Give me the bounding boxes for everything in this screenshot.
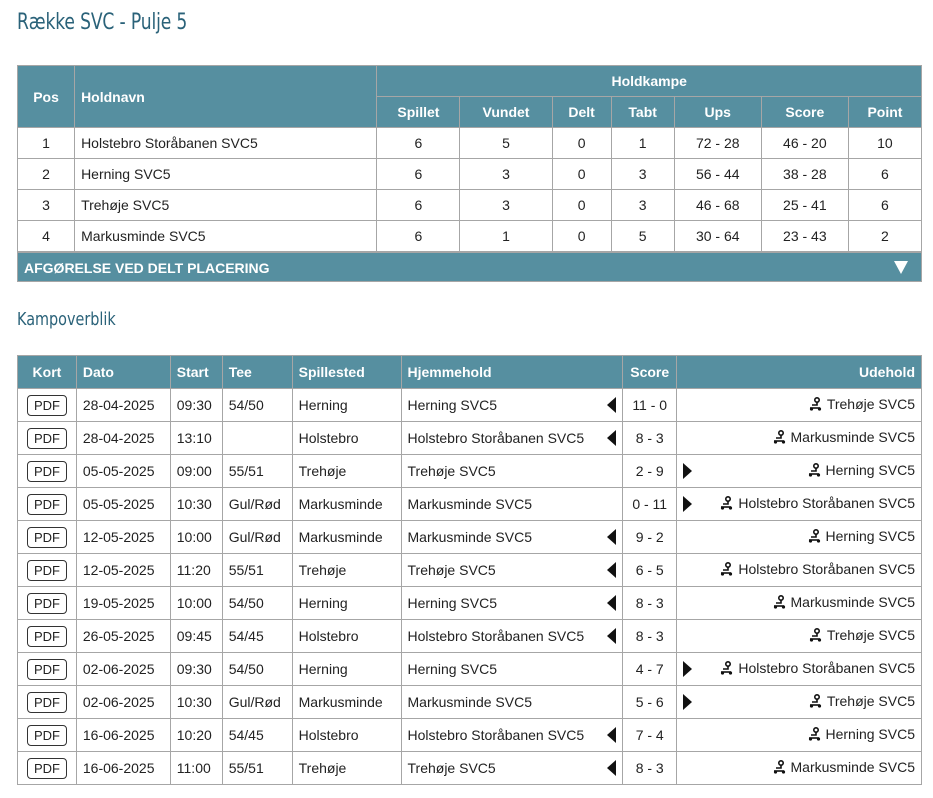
col-header-udehold: Udehold — [677, 356, 922, 389]
kort-cell — [18, 554, 77, 587]
kort-cell — [18, 521, 77, 554]
col-header-pos: Pos — [18, 66, 75, 128]
pdf-button[interactable]: PDF — [27, 461, 67, 482]
page-title: Række SVC - Pulje 5 — [17, 10, 188, 35]
col-header-kort: Kort — [18, 356, 77, 389]
pdf-button[interactable]: PDF — [27, 626, 67, 647]
kort-cell — [18, 653, 77, 686]
home-team-label: Trehøje SVC5 — [407, 562, 496, 578]
pdf-button[interactable]: PDF — [27, 659, 67, 680]
golf-cart-icon — [719, 562, 735, 579]
home-team-label: Holstebro Storåbanen SVC5 — [407, 430, 585, 446]
start-cell: 11:20 — [170, 554, 222, 587]
col-header-tee: Tee — [222, 356, 292, 389]
team-name-cell: Herning SVC5 — [75, 159, 377, 190]
venue-cell: Markusminde — [292, 686, 401, 719]
col-header-score: Score — [623, 356, 677, 389]
start-cell: 09:30 — [170, 389, 222, 422]
tee-cell: 55/51 — [222, 455, 292, 488]
col-header-score: Score — [761, 97, 848, 128]
away-team-label: Herning SVC5 — [825, 726, 915, 742]
away-team-cell — [677, 554, 922, 587]
away-team-cell — [677, 521, 922, 554]
draw-cell: 0 — [552, 221, 611, 252]
start-cell: 10:30 — [170, 488, 222, 521]
points-cell: 10 — [848, 128, 921, 159]
ups-cell: 30 - 64 — [674, 221, 761, 252]
tee-cell: Gul/Rød — [222, 686, 292, 719]
tee-cell: Gul/Rød — [222, 521, 292, 554]
date-cell: 12-05-2025 — [76, 554, 170, 587]
match-score-cell: 8 - 3 — [623, 620, 677, 653]
tee-cell: 55/51 — [222, 554, 292, 587]
venue-cell: Herning — [292, 587, 401, 620]
points-cell: 2 — [848, 221, 921, 252]
won-cell: 3 — [460, 190, 552, 221]
kort-cell — [18, 752, 77, 785]
score-cell: 38 - 28 — [761, 159, 848, 190]
home-team-label: Holstebro Storåbanen SVC5 — [407, 628, 585, 644]
played-cell: 6 — [377, 190, 460, 221]
match-score-cell: 2 - 9 — [623, 455, 677, 488]
home-team-cell — [401, 455, 623, 488]
winner-triangle-icon — [683, 694, 692, 710]
won-cell: 5 — [460, 128, 552, 159]
away-team-label: Holstebro Storåbanen SVC5 — [738, 495, 915, 511]
start-cell: 09:00 — [170, 455, 222, 488]
winner-triangle-icon — [607, 397, 616, 413]
kort-cell — [18, 719, 77, 752]
home-team-cell — [401, 488, 623, 521]
pos-cell: 1 — [18, 128, 75, 159]
home-team-label: Trehøje SVC5 — [407, 760, 496, 776]
pos-cell: 3 — [18, 190, 75, 221]
match-score-cell: 8 - 3 — [623, 422, 677, 455]
tiebreak-toggle[interactable] — [17, 252, 922, 282]
golf-cart-icon — [719, 496, 735, 513]
home-team-label: Markusminde SVC5 — [407, 529, 532, 545]
date-cell: 28-04-2025 — [76, 389, 170, 422]
home-team-cell — [401, 719, 623, 752]
draw-cell: 0 — [552, 128, 611, 159]
pdf-button[interactable]: PDF — [27, 692, 67, 713]
date-cell: 05-05-2025 — [76, 455, 170, 488]
points-cell: 6 — [848, 190, 921, 221]
away-team-cell — [677, 389, 922, 422]
away-team-label: Herning SVC5 — [825, 528, 915, 544]
col-header-dato: Dato — [76, 356, 170, 389]
venue-cell: Holstebro — [292, 719, 401, 752]
match-score-cell: 4 - 7 — [623, 653, 677, 686]
match-score-cell: 11 - 0 — [623, 389, 677, 422]
winner-triangle-icon — [607, 430, 616, 446]
matches-table — [17, 355, 922, 785]
date-cell: 12-05-2025 — [76, 521, 170, 554]
ups-cell: 72 - 28 — [674, 128, 761, 159]
ups-cell: 56 - 44 — [674, 159, 761, 190]
played-cell: 6 — [377, 128, 460, 159]
home-team-cell — [401, 620, 623, 653]
winner-triangle-icon — [607, 727, 616, 743]
match-score-cell: 6 - 5 — [623, 554, 677, 587]
away-team-cell — [677, 719, 922, 752]
col-header-spillested: Spillested — [292, 356, 401, 389]
start-cell: 11:00 — [170, 752, 222, 785]
kort-cell — [18, 455, 77, 488]
tee-cell: 54/50 — [222, 653, 292, 686]
match-score-cell: 0 - 11 — [623, 488, 677, 521]
col-header-ups: Ups — [674, 97, 761, 128]
pdf-button[interactable]: PDF — [27, 494, 67, 515]
team-name-cell: Holstebro Storåbanen SVC5 — [75, 128, 377, 159]
match-row — [18, 686, 922, 719]
away-team-cell — [677, 686, 922, 719]
tee-cell: 55/51 — [222, 752, 292, 785]
winner-triangle-icon — [607, 562, 616, 578]
col-header-lost: Tabt — [611, 97, 674, 128]
kort-cell — [18, 587, 77, 620]
golf-cart-icon — [807, 463, 823, 480]
pos-cell: 4 — [18, 221, 75, 252]
golf-cart-icon — [807, 727, 823, 744]
pdf-button[interactable]: PDF — [27, 560, 67, 581]
away-team-label: Markusminde SVC5 — [790, 429, 915, 445]
away-team-cell — [677, 455, 922, 488]
col-header-points: Point — [848, 97, 921, 128]
pdf-button[interactable]: PDF — [27, 428, 67, 449]
date-cell: 28-04-2025 — [76, 422, 170, 455]
match-row — [18, 719, 922, 752]
away-team-label: Herning SVC5 — [825, 462, 915, 478]
venue-cell: Markusminde — [292, 521, 401, 554]
score-cell: 46 - 20 — [761, 128, 848, 159]
away-team-label: Markusminde SVC5 — [790, 759, 915, 775]
golf-cart-icon — [719, 661, 735, 678]
away-team-label: Markusminde SVC5 — [790, 594, 915, 610]
match-row — [18, 587, 922, 620]
home-team-cell — [401, 422, 623, 455]
date-cell: 16-06-2025 — [76, 752, 170, 785]
date-cell: 16-06-2025 — [76, 719, 170, 752]
home-team-label: Markusminde SVC5 — [407, 694, 532, 710]
kort-cell — [18, 686, 77, 719]
team-name-cell: Trehøje SVC5 — [75, 190, 377, 221]
date-cell: 02-06-2025 — [76, 686, 170, 719]
winner-triangle-icon — [607, 529, 616, 545]
away-team-cell — [677, 587, 922, 620]
col-header-start: Start — [170, 356, 222, 389]
pos-cell: 2 — [18, 159, 75, 190]
away-team-cell — [677, 752, 922, 785]
home-team-label: Trehøje SVC5 — [407, 463, 496, 479]
venue-cell: Holstebro — [292, 620, 401, 653]
golf-cart-icon — [808, 628, 824, 645]
col-header-won: Vundet — [460, 97, 552, 128]
col-header-played: Spillet — [377, 97, 460, 128]
golf-cart-icon — [772, 430, 788, 447]
home-team-label: Herning SVC5 — [407, 595, 497, 611]
start-cell: 10:00 — [170, 521, 222, 554]
winner-triangle-icon — [607, 628, 616, 644]
lost-cell: 1 — [611, 128, 674, 159]
home-team-cell — [401, 653, 623, 686]
home-team-cell — [401, 587, 623, 620]
match-score-cell: 7 - 4 — [623, 719, 677, 752]
winner-triangle-icon — [683, 463, 692, 479]
venue-cell: Trehøje — [292, 752, 401, 785]
golf-cart-icon — [808, 397, 824, 414]
tiebreak-label: AFGØRELSE VED DELT PLACERING — [24, 260, 270, 276]
winner-triangle-icon — [683, 496, 692, 512]
kort-cell — [18, 389, 77, 422]
match-row — [18, 389, 922, 422]
match-row — [18, 653, 922, 686]
kort-cell — [18, 422, 77, 455]
played-cell: 6 — [377, 159, 460, 190]
winner-triangle-icon — [683, 661, 692, 677]
pdf-button[interactable]: PDF — [27, 395, 67, 416]
col-header-group: Holdkampe — [377, 66, 922, 97]
venue-cell: Markusminde — [292, 488, 401, 521]
won-cell: 1 — [460, 221, 552, 252]
match-score-cell: 9 - 2 — [623, 521, 677, 554]
won-cell: 3 — [460, 159, 552, 190]
pdf-button[interactable]: PDF — [27, 527, 67, 548]
col-header-hjemmehold: Hjemmehold — [401, 356, 623, 389]
standings-row — [18, 221, 922, 252]
standings-row — [18, 190, 922, 221]
venue-cell: Holstebro — [292, 422, 401, 455]
date-cell: 05-05-2025 — [76, 488, 170, 521]
match-row — [18, 620, 922, 653]
score-cell: 25 - 41 — [761, 190, 848, 221]
venue-cell: Trehøje — [292, 554, 401, 587]
start-cell: 10:30 — [170, 686, 222, 719]
away-team-cell — [677, 422, 922, 455]
standings-row — [18, 128, 922, 159]
home-team-label: Markusminde SVC5 — [407, 496, 532, 512]
home-team-cell — [401, 521, 623, 554]
home-team-label: Herning SVC5 — [407, 661, 497, 677]
played-cell: 6 — [377, 221, 460, 252]
match-row — [18, 521, 922, 554]
away-team-label: Holstebro Storåbanen SVC5 — [738, 561, 915, 577]
golf-cart-icon — [808, 694, 824, 711]
home-team-label: Holstebro Storåbanen SVC5 — [407, 727, 585, 743]
match-row — [18, 488, 922, 521]
away-team-cell — [677, 488, 922, 521]
tee-cell: 54/50 — [222, 587, 292, 620]
winner-triangle-icon — [607, 595, 616, 611]
away-team-label: Holstebro Storåbanen SVC5 — [738, 660, 915, 676]
home-team-cell — [401, 554, 623, 587]
pdf-button[interactable]: PDF — [27, 725, 67, 746]
team-name-cell: Markusminde SVC5 — [75, 221, 377, 252]
kort-cell — [18, 488, 77, 521]
venue-cell: Herning — [292, 653, 401, 686]
away-team-label: Trehøje SVC5 — [826, 627, 915, 643]
date-cell: 02-06-2025 — [76, 653, 170, 686]
draw-cell: 0 — [552, 159, 611, 190]
home-team-cell — [401, 752, 623, 785]
match-score-cell: 5 - 6 — [623, 686, 677, 719]
lost-cell: 3 — [611, 190, 674, 221]
tee-cell: Gul/Rød — [222, 488, 292, 521]
pdf-button[interactable]: PDF — [27, 758, 67, 779]
standings-row — [18, 159, 922, 190]
away-team-cell — [677, 653, 922, 686]
venue-cell: Herning — [292, 389, 401, 422]
draw-cell: 0 — [552, 190, 611, 221]
kort-cell — [18, 620, 77, 653]
points-cell: 6 — [848, 159, 921, 190]
home-team-label: Herning SVC5 — [407, 397, 497, 413]
col-header-draw: Delt — [552, 97, 611, 128]
home-team-cell — [401, 686, 623, 719]
home-team-cell — [401, 389, 623, 422]
away-team-label: Trehøje SVC5 — [826, 396, 915, 412]
score-cell: 23 - 43 — [761, 221, 848, 252]
tee-cell: 54/50 — [222, 389, 292, 422]
golf-cart-icon — [807, 529, 823, 546]
tee-cell: 54/45 — [222, 719, 292, 752]
start-cell: 09:45 — [170, 620, 222, 653]
date-cell: 19-05-2025 — [76, 587, 170, 620]
lost-cell: 3 — [611, 159, 674, 190]
tee-cell: 54/45 — [222, 620, 292, 653]
away-team-cell — [677, 620, 922, 653]
match-row — [18, 422, 922, 455]
ups-cell: 46 - 68 — [674, 190, 761, 221]
match-score-cell: 8 - 3 — [623, 587, 677, 620]
pdf-button[interactable]: PDF — [27, 593, 67, 614]
tee-cell — [222, 422, 292, 455]
winner-triangle-icon — [607, 760, 616, 776]
col-header-name: Holdnavn — [75, 66, 377, 128]
chevron-down-icon — [893, 259, 909, 278]
standings-table — [17, 65, 922, 252]
date-cell: 26-05-2025 — [76, 620, 170, 653]
match-row — [18, 554, 922, 587]
match-score-cell: 8 - 3 — [623, 752, 677, 785]
venue-cell: Trehøje — [292, 455, 401, 488]
lost-cell: 5 — [611, 221, 674, 252]
start-cell: 09:30 — [170, 653, 222, 686]
match-row — [18, 752, 922, 785]
section-title: Kampoverblik — [17, 309, 116, 330]
start-cell: 13:10 — [170, 422, 222, 455]
golf-cart-icon — [772, 595, 788, 612]
golf-cart-icon — [772, 760, 788, 777]
start-cell: 10:00 — [170, 587, 222, 620]
start-cell: 10:20 — [170, 719, 222, 752]
away-team-label: Trehøje SVC5 — [826, 693, 915, 709]
match-row — [18, 455, 922, 488]
